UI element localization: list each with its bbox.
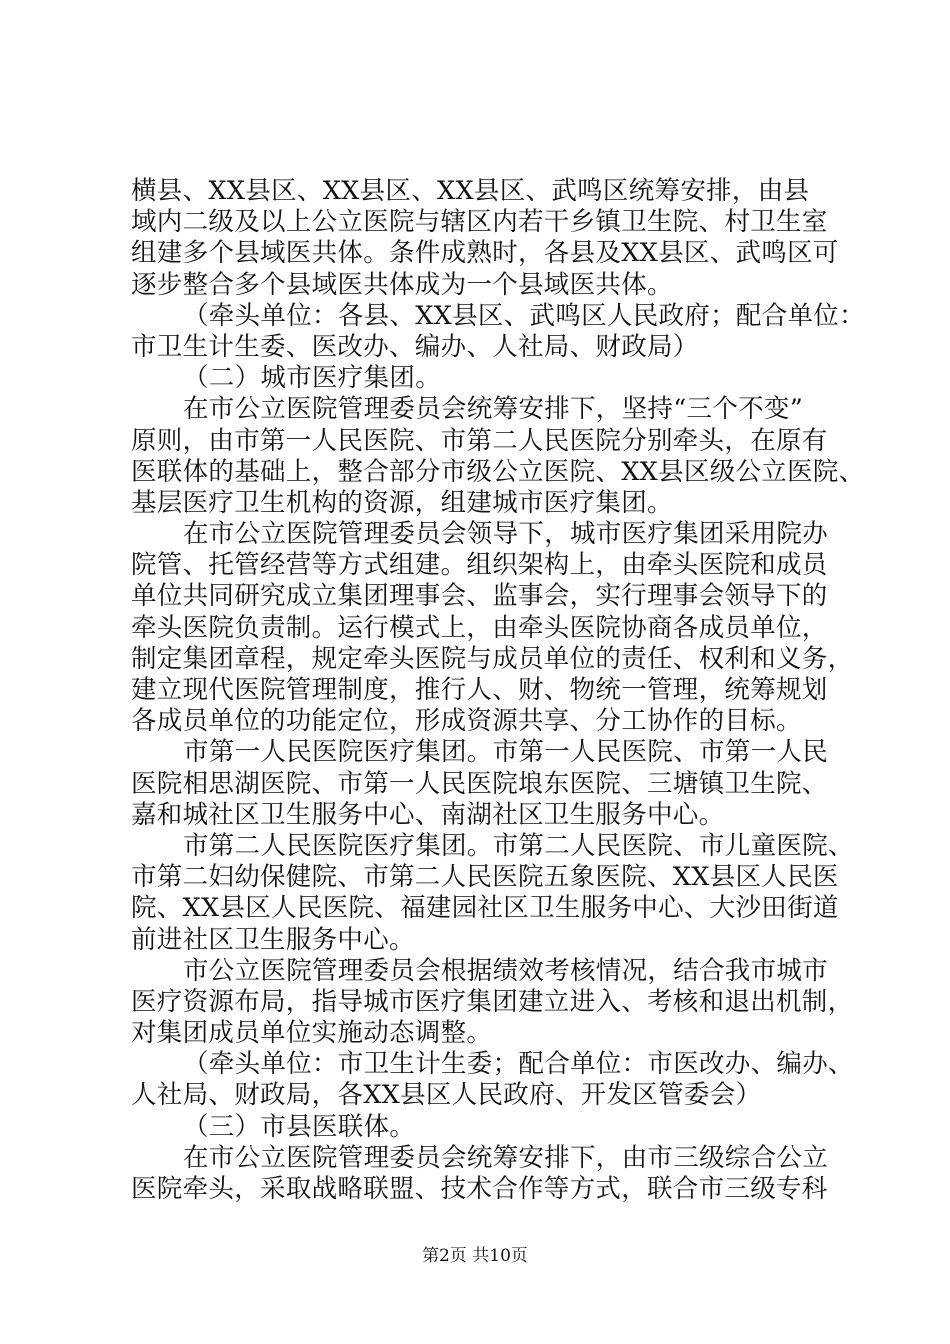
text-line: 逐步整合多个县域医共体成为一个县域医共体。 xyxy=(131,269,673,300)
text-line: 基层医疗卫生机构的资源，组建城市医疗集团。 xyxy=(131,487,673,518)
text-line: 院、XX县区人民医院、福建园社区卫生服务中心、大沙田街道 xyxy=(131,893,839,924)
section-heading: （二）城市医疗集团。 xyxy=(183,363,442,394)
text-line: 市卫生计生委、医改办、编办、人社局、财政局） xyxy=(131,331,699,362)
page-number-footer: 第2页 共10页 xyxy=(422,1246,528,1266)
text-line: 对集团成员单位实施动态调整。 xyxy=(131,1018,493,1049)
text-line: 医院牵头，采取战略联盟、技术合作等方式，联合市三级专科 xyxy=(131,1174,828,1204)
text-line: 在市公立医院管理委员会统筹安排下，由市三级综合公立 xyxy=(183,1142,829,1173)
text-line: 人社局、财政局，各XX县区人民政府、开发区管委会） xyxy=(131,1080,762,1111)
text-line: 牵头医院负责制。运行模式上，由牵头医院协商各成员单位， xyxy=(131,612,828,643)
text-line: 市公立医院管理委员会根据绩效考核情况，结合我市城市 xyxy=(183,955,829,986)
text-line: 前进社区卫生服务中心。 xyxy=(131,924,415,955)
text-line: 嘉和城社区卫生服务中心、南湖社区卫生服务中心。 xyxy=(131,799,725,830)
text-line: 市第二人民医院医疗集团。市第二人民医院、市儿童医院、 xyxy=(183,830,854,861)
text-line: 市第二妇幼保健院、市第二人民医院五象医院、XX县区人民医 xyxy=(131,862,839,893)
text-line: 原则，由市第一人民医院、市第二人民医院分别牵头，在原有 xyxy=(131,425,828,456)
text-line: 建立现代医院管理制度，推行人、财、物统一管理，统筹规划 xyxy=(131,675,828,705)
text-line: 院管、托管经营等方式组建。组织架构上，由牵头医院和成员 xyxy=(131,550,828,581)
text-line: 医联体的基础上，整合部分市级公立医院、XX县区级公立医院、 xyxy=(131,456,865,487)
text-line: 在市公立医院管理委员会统筹安排下，坚持“三个不变” xyxy=(183,394,804,425)
text-line: 市第一人民医院医疗集团。市第一人民医院、市第一人民 xyxy=(183,737,829,768)
text-line: 域内二级及以上公立医院与辖区内若干乡镇卫生院、村卫生室 xyxy=(131,207,828,238)
text-line: 在市公立医院管理委员会领导下，城市医疗集团采用院办 xyxy=(183,519,829,550)
text-line: 各成员单位的功能定位，形成资源共享、分工协作的目标。 xyxy=(131,706,802,737)
text-line: 横县、XX县区、XX县区、XX县区、武鸣区统筹安排，由县 xyxy=(131,176,810,206)
text-line: 单位共同研究成立集团理事会、监事会，实行理事会领导下的 xyxy=(131,581,828,612)
section-heading: （三）市县医联体。 xyxy=(183,1111,416,1142)
text-line: 医疗资源布局，指导城市医疗集团建立进入、考核和退出机制， xyxy=(131,986,854,1017)
text-line: （牵头单位：各县、XX县区、武鸣区人民政府；配合单位： xyxy=(183,300,865,331)
text-line: （牵头单位：市卫生计生委；配合单位：市医改办、编办、 xyxy=(183,1049,854,1080)
text-line: 组建多个县域医共体。条件成熟时，各县及XX县区、武鸣区可 xyxy=(131,238,839,269)
text-line: 医院相思湖医院、市第一人民医院埌东医院、三塘镇卫生院、 xyxy=(131,768,828,799)
document-body xyxy=(131,176,865,1205)
text-line: 制定集团章程，规定牵头医院与成员单位的责任、权利和义务， xyxy=(131,643,854,674)
